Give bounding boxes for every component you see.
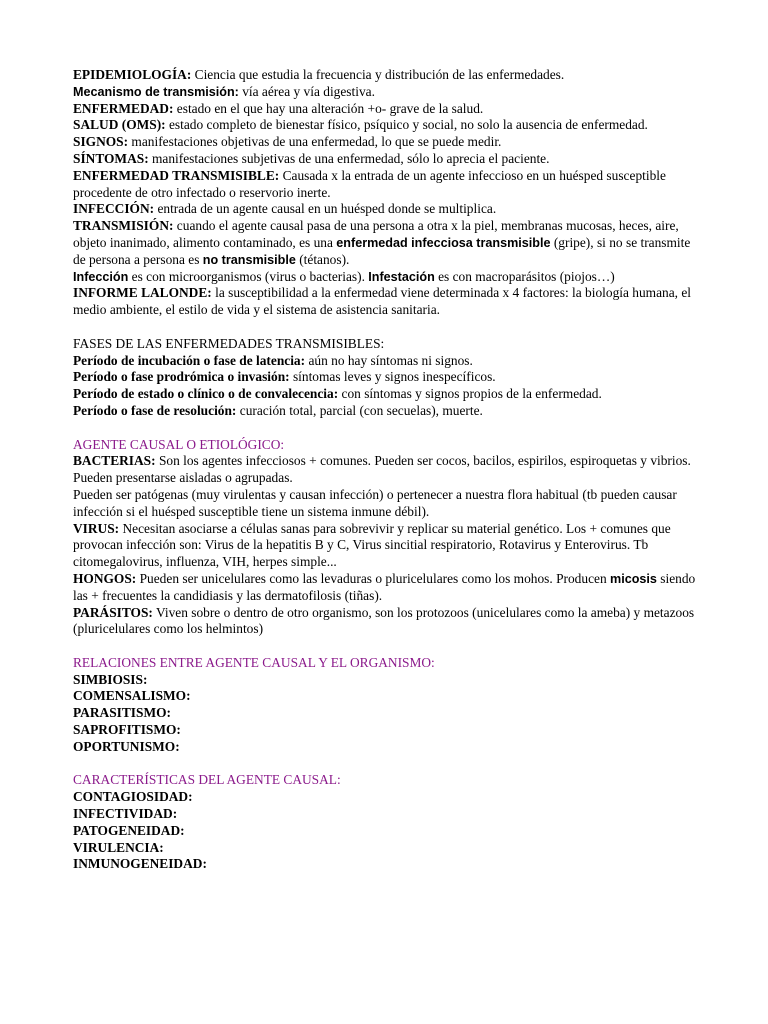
bold-phrase: micosis (610, 571, 657, 586)
definition-text: curación total, parcial (con secuelas), muerte. (236, 402, 483, 418)
list-item (73, 672, 698, 689)
definition-parasitos (73, 605, 698, 639)
document-page (73, 67, 698, 873)
definition-text: manifestaciones subjetivas de una enfermedad, sólo lo aprecia el paciente. (148, 150, 550, 166)
list-item (73, 806, 698, 823)
definition-text: siendo las + frecuentes la candidiasis y las dermatofilosis (tiñas). (73, 570, 696, 603)
fase-item (73, 403, 698, 420)
term: INMUNOGENEIDAD: (73, 856, 207, 872)
term: INFORME LALONDE: (73, 285, 212, 301)
bold-phrase: enfermedad infecciosa transmisible (336, 235, 551, 250)
definition-infeccion-infestacion (73, 269, 698, 286)
term: Período o fase prodrómica o invasión: (73, 369, 290, 385)
term: Mecanismo de transmisión: (73, 84, 239, 99)
term: BACTERIAS: (73, 453, 156, 469)
term: Período de incubación o fase de latencia: (73, 352, 306, 368)
definition-text: entrada de un agente causal en un huésped donde se multiplica. (154, 201, 497, 217)
definition-text: (gripe), si no se transmite de persona a persona es (73, 234, 691, 267)
definition-text: (tétanos). (295, 251, 350, 267)
paragraph-gap (73, 420, 698, 437)
term: COMENSALISMO: (73, 688, 191, 704)
definition-epidemiologia (73, 67, 698, 84)
term: HONGOS: (73, 570, 137, 586)
definition-text: con síntomas y signos propios de la enfermedad. (338, 386, 602, 402)
definition-text: es con microorganismos (virus o bacterias). (128, 268, 369, 284)
list-item (73, 840, 698, 857)
section-heading-relaciones: RELACIONES ENTRE AGENTE CAUSAL Y EL ORGANISMO: (73, 654, 435, 670)
term: VIRULENCIA: (73, 839, 164, 855)
definition-enfermedad-transmisible (73, 168, 698, 202)
term: PARÁSITOS: (73, 604, 153, 620)
definition-infeccion (73, 201, 698, 218)
list-item (73, 856, 698, 873)
definition-text: es con macroparásitos (piojos…) (434, 268, 615, 284)
definition-text: Ciencia que estudia la frecuencia y distribución de las enfermedades. (191, 67, 565, 82)
term: SAPROFITISMO: (73, 722, 181, 738)
definition-transmision (73, 218, 698, 268)
definition-text: manifestaciones objetivas de una enfermedad, lo que se puede medir. (128, 134, 502, 150)
term: Período o fase de resolución: (73, 402, 237, 418)
definition-text: Son los agentes infecciosos + comunes. Pueden ser cocos, bacilos, espirilos, espiroquetas y vibrios. Pueden presentarse aisladas o agrupadas. (73, 453, 691, 486)
definition-text: estado completo de bienestar físico, psíquico y social, no solo la ausencia de enfermedad. (165, 117, 648, 133)
term: TRANSMISIÓN: (73, 218, 174, 234)
term: SIGNOS: (73, 134, 129, 150)
fase-item (73, 353, 698, 370)
term: ENFERMEDAD TRANSMISIBLE: (73, 167, 280, 183)
list-item (73, 823, 698, 840)
section-heading-caracteristicas: CARACTERÍSTICAS DEL AGENTE CAUSAL: (73, 772, 341, 788)
term: PARASITISMO: (73, 705, 171, 721)
term: ENFERMEDAD: (73, 100, 174, 116)
definition-sintomas (73, 151, 698, 168)
list-item (73, 688, 698, 705)
paragraph-gap (73, 756, 698, 773)
definition-text: Necesitan asociarse a células sanas para sobrevivir y replicar su material genético. Los + comunes que provocan infección son: Virus de la hepatitis B y C, Virus sincitial respiratorio, Rotavirus y Enterovirus. Tb citomegalovirus, influenza, VIH, herpes simple... (73, 520, 671, 570)
definition-text: la susceptibilidad a la enfermedad viene determinada x 4 factores: la biología humana, el medio ambiente, el estilo de vida y el sistema de asistencia sanitaria. (73, 285, 692, 318)
definition-informe-lalonde (73, 285, 698, 319)
definition-text: síntomas leves y signos inespecíficos. (289, 369, 496, 385)
term: SALUD (OMS): (73, 117, 166, 133)
term: EPIDEMIOLOGÍA: (73, 67, 192, 82)
definition-enfermedad (73, 101, 698, 118)
paragraph-gap (73, 319, 698, 336)
definition-text: cuando el agente causal pasa de una persona a otra x la piel, membranas mucosas, heces, aire, objeto inanimado, alimento contaminado, es una (73, 218, 679, 250)
definition-hongos (73, 571, 698, 605)
term: INFECTIVIDAD: (73, 806, 178, 822)
definition-text: Pueden ser unicelulares como las levaduras o pluricelulares como los mohos. Producen (136, 570, 611, 586)
paragraph-patogenas: Pueden ser patógenas (muy virulentas y causan infección) o pertenecer a nuestra flora habitual (tb pueden causar infección si el huésped susceptible tiene un sistema inmune débil). (73, 486, 677, 519)
term: SÍNTOMAS: (73, 150, 149, 166)
definition-text: aún no hay síntomas ni signos. (305, 352, 473, 368)
definition-text: Causada x la entrada de un agente infeccioso en un huésped susceptible procedente de otro infectado o reservorio inerte. (73, 167, 666, 200)
section-heading-agente-causal: AGENTE CAUSAL O ETIOLÓGICO: (73, 436, 285, 452)
definition-bacterias (73, 453, 698, 487)
term: PATOGENEIDAD: (73, 822, 185, 838)
definition-mecanismo (73, 84, 698, 101)
fase-item (73, 369, 698, 386)
definition-signos (73, 134, 698, 151)
bold-phrase: Infección (73, 269, 129, 284)
definition-text: estado en el que hay una alteración +o- grave de la salud. (173, 100, 484, 116)
term: VIRUS: (73, 520, 120, 536)
definition-text: vía aérea y vía digestiva. (238, 83, 375, 99)
list-item (73, 789, 698, 806)
term: CONTAGIOSIDAD: (73, 789, 193, 805)
bold-phrase: Infestación (368, 269, 435, 284)
definition-salud (73, 117, 698, 134)
term: SIMBIOSIS: (73, 671, 148, 687)
list-item (73, 722, 698, 739)
fase-item (73, 386, 698, 403)
definition-virus (73, 521, 698, 571)
section-heading-fases: FASES DE LAS ENFERMEDADES TRANSMISIBLES: (73, 335, 385, 351)
term: INFECCIÓN: (73, 201, 155, 217)
list-item (73, 739, 698, 756)
definition-text: Viven sobre o dentro de otro organismo, son los protozoos (unicelulares como la ameba) y metazoos (pluricelulares como los helmintos) (73, 604, 695, 637)
bold-phrase: no transmisible (202, 252, 296, 267)
term: OPORTUNISMO: (73, 738, 180, 754)
list-item (73, 705, 698, 722)
paragraph-gap (73, 638, 698, 655)
term: Período de estado o clínico o de convalecencia: (73, 386, 339, 402)
